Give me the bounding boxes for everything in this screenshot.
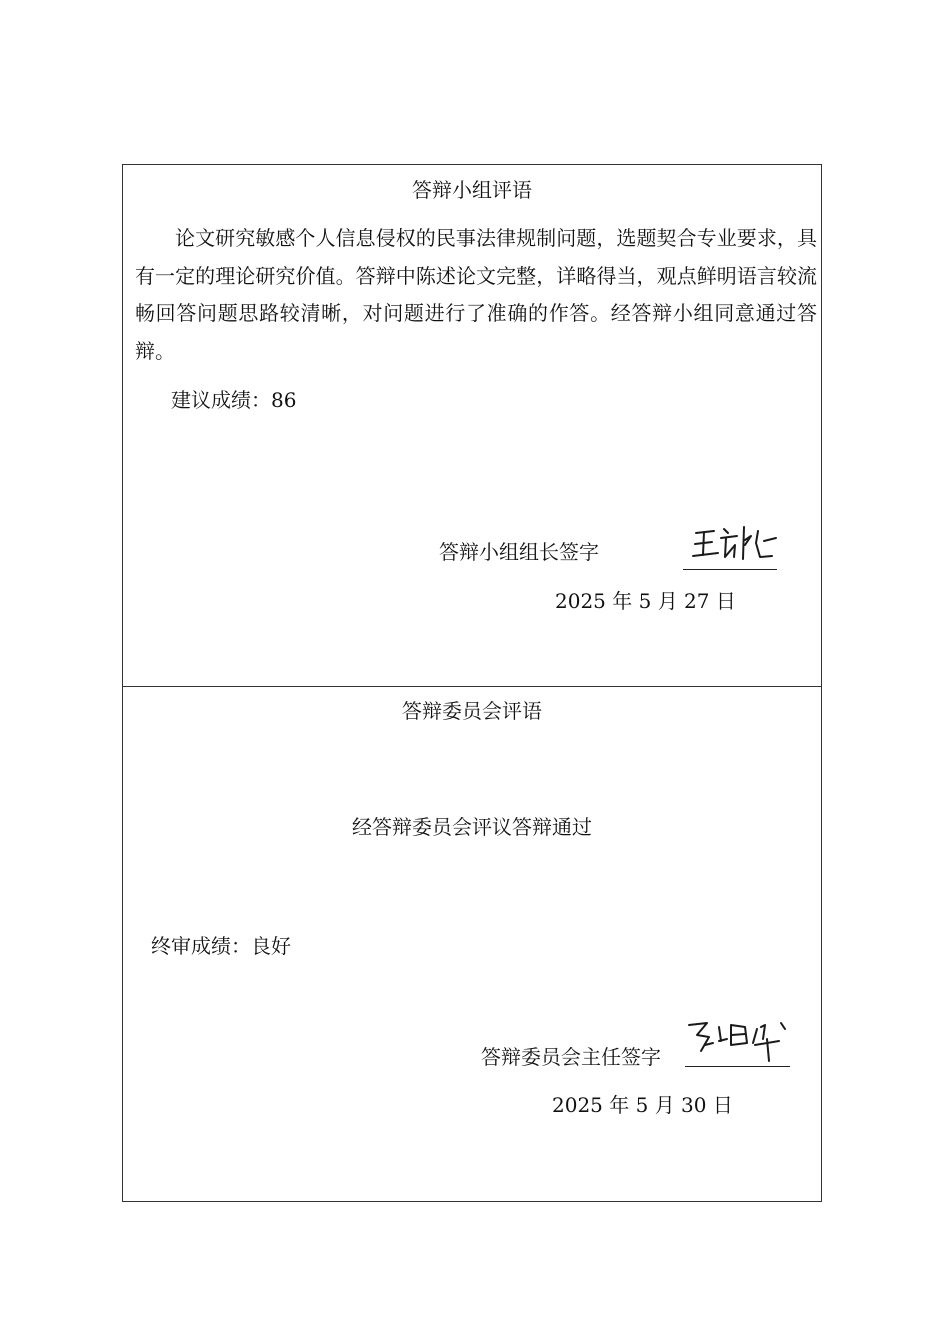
group-leader-signature-line [683,569,777,570]
committee-chair-signature-line [685,1066,790,1067]
committee-chair-signature-label: 答辩委员会主任签字 [481,1045,661,1069]
group-review-title: 答辩小组评语 [412,178,532,202]
final-grade: 终审成绩：良好 [151,934,291,958]
evaluation-form [122,164,822,1202]
committee-review-comment: 经答辩委员会评议答辩通过 [352,815,592,839]
group-leader-signature [688,521,783,563]
group-review-comment: 论文研究敏感个人信息侵权的民事法律规制问题，选题契合专业要求，具有一定的理论研究价值。答辩中陈述论文完整，详略得当，观点鲜明语言较流畅回答问题思路较清晰，对问题进行了准确的作答。经答辩小组同意通过答辩。 [135,226,817,363]
suggested-grade: 建议成绩：86 [171,388,297,412]
group-leader-signature-label: 答辩小组组长签字 [439,540,599,564]
group-review-section [123,165,821,687]
committee-review-section [123,687,821,1202]
committee-review-title: 答辩委员会评语 [402,699,542,723]
committee-chair-signature [683,1017,795,1065]
committee-review-date: 2025 年 5 月 30 日 [552,1093,733,1117]
group-review-date: 2025 年 5 月 27 日 [555,589,736,613]
